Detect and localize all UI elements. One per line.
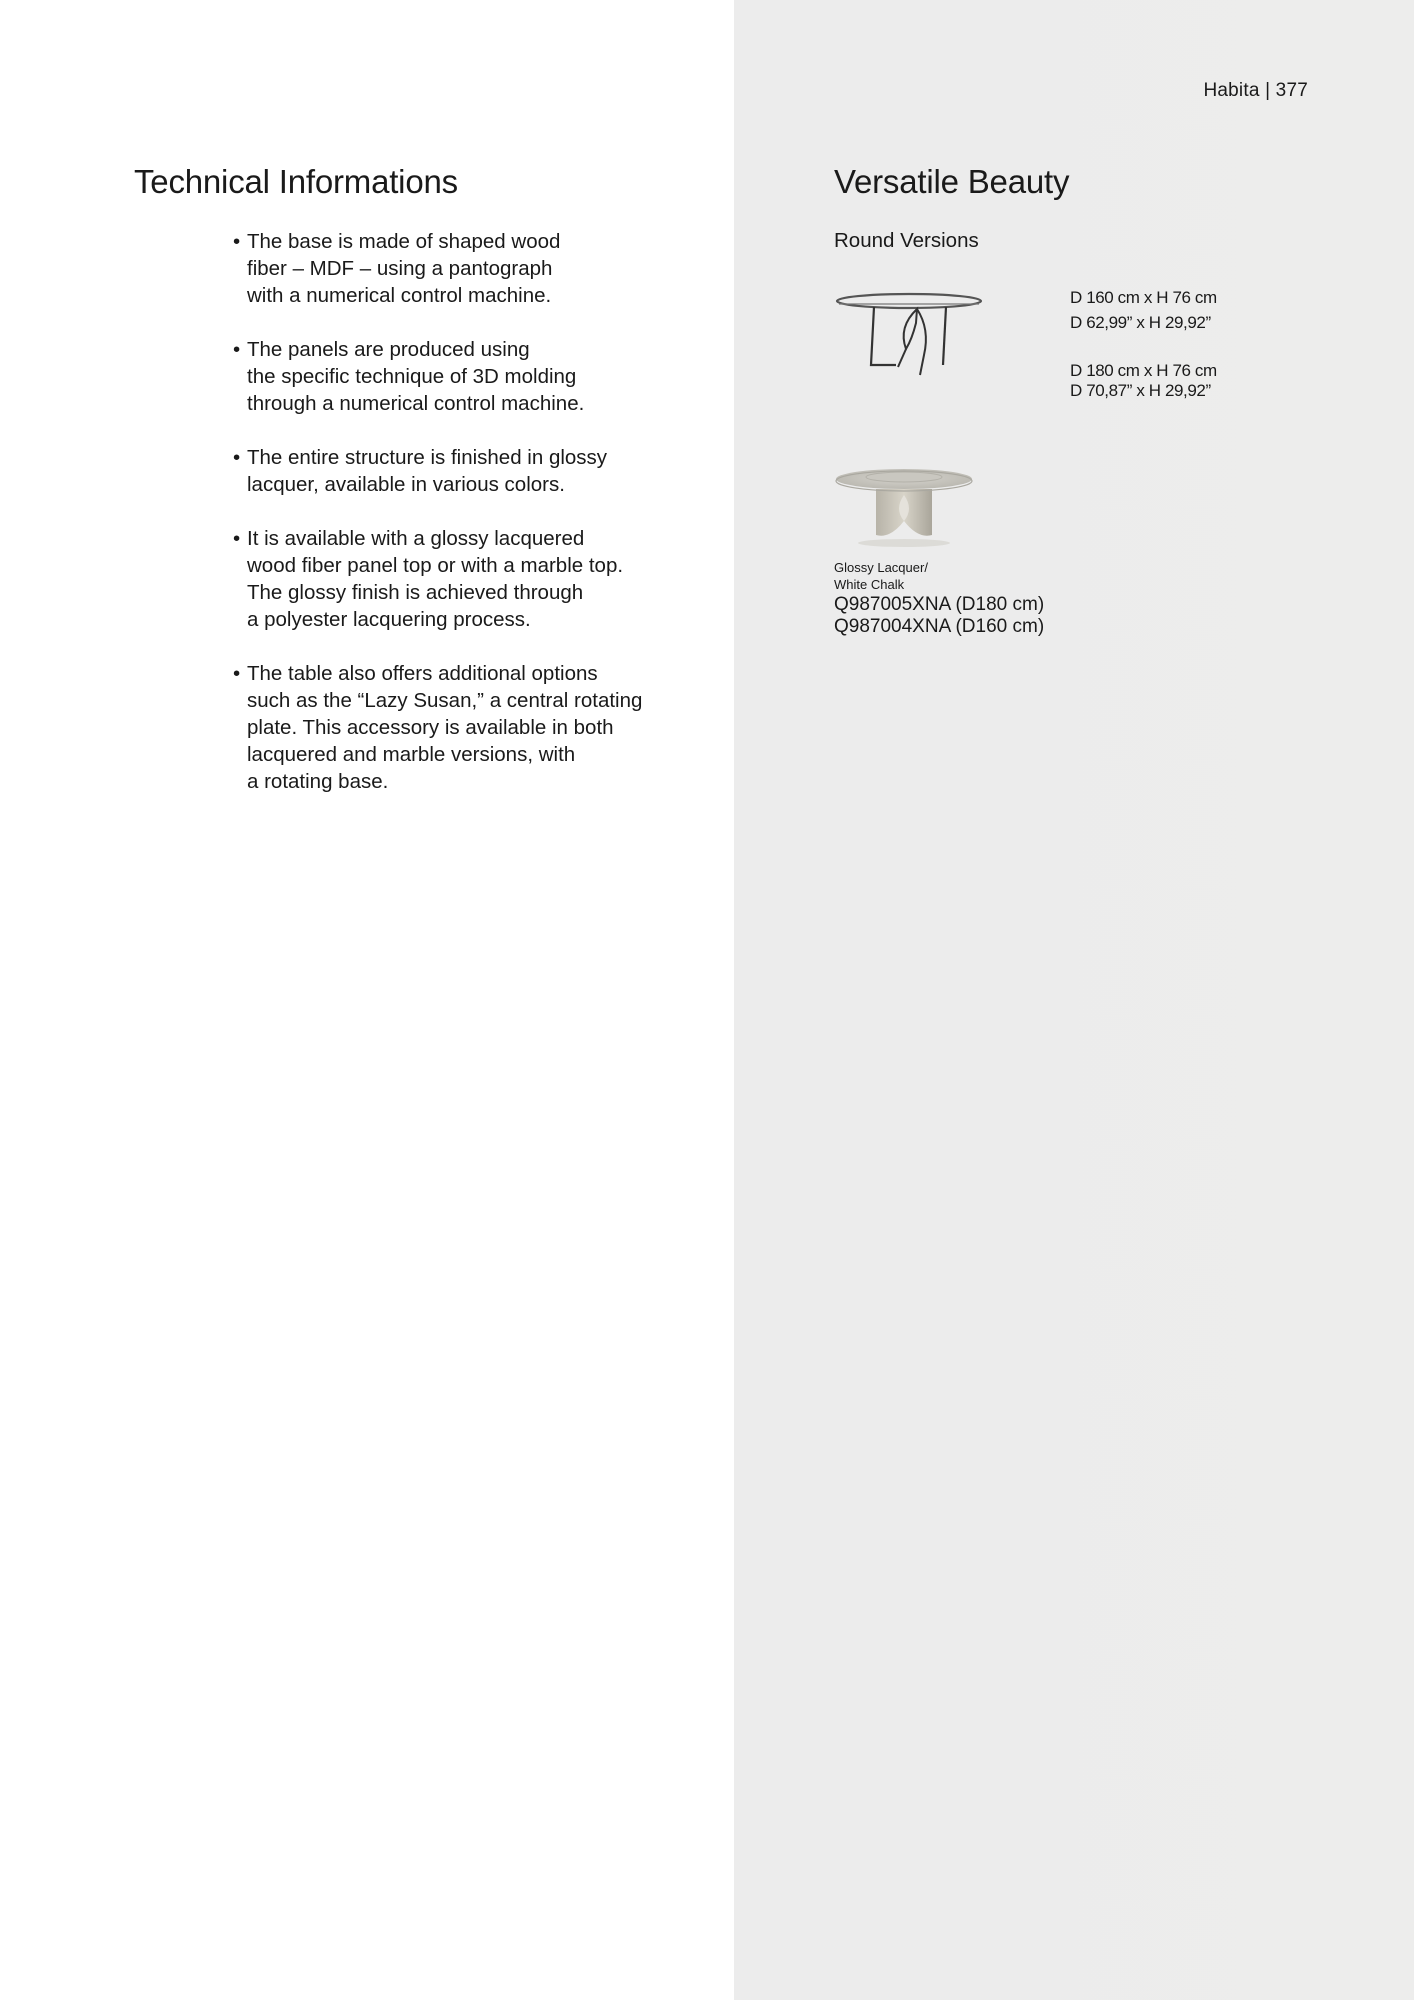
bullet-item bbox=[233, 525, 713, 633]
versatile-beauty-title: Versatile Beauty bbox=[834, 163, 1070, 200]
bullet-item bbox=[233, 228, 713, 309]
bullet-text: It is available with a glossy lacquered wood fiber panel top or with a marble top. The glossy finish is achieved through a polyester lacquering process. bbox=[247, 527, 624, 631]
dimension-imperial-180: D 70,87” x H 29,92” bbox=[1070, 381, 1211, 400]
bullet-text: The entire structure is finished in glossy lacquer, available in various colors. bbox=[247, 446, 608, 496]
technical-bullet-list bbox=[233, 228, 713, 822]
round-table-photo-icon bbox=[834, 465, 974, 547]
bullet-item bbox=[233, 660, 713, 795]
product-code-d180: Q987005XNA (D180 cm) bbox=[834, 594, 1045, 615]
bullet-dot: • bbox=[233, 662, 241, 685]
finish-label: Glossy Lacquer/ White Chalk bbox=[834, 560, 928, 592]
product-code-d160: Q987004XNA (D160 cm) bbox=[834, 616, 1045, 637]
bullet-dot: • bbox=[233, 527, 241, 550]
bullet-item bbox=[233, 336, 713, 417]
bullet-dot: • bbox=[233, 338, 241, 361]
bullet-dot: • bbox=[233, 446, 241, 469]
bullet-text: The panels are produced using the specific technique of 3D molding through a numerical control machine. bbox=[247, 338, 585, 415]
bullet-text: The base is made of shaped wood fiber – MDF – using a pantograph with a numerical control machine. bbox=[247, 230, 561, 307]
dimension-imperial-160: D 62,99” x H 29,92” bbox=[1070, 313, 1211, 332]
technical-informations-title: Technical Informations bbox=[134, 163, 458, 200]
page-number: Habita | 377 bbox=[1203, 80, 1308, 101]
bullet-item bbox=[233, 444, 713, 498]
round-versions-subheading: Round Versions bbox=[834, 229, 979, 252]
bullet-dot: • bbox=[233, 230, 241, 253]
dimension-metric-180: D 180 cm x H 76 cm bbox=[1070, 361, 1217, 380]
dimension-metric-160: D 160 cm x H 76 cm bbox=[1070, 288, 1217, 307]
bullet-text: The table also offers additional options such as the “Lazy Susan,” a central rotating plate. This accessory is available in both lacquered and marble versions, with a rotating base. bbox=[247, 662, 643, 793]
round-table-line-drawing-icon bbox=[834, 287, 984, 377]
